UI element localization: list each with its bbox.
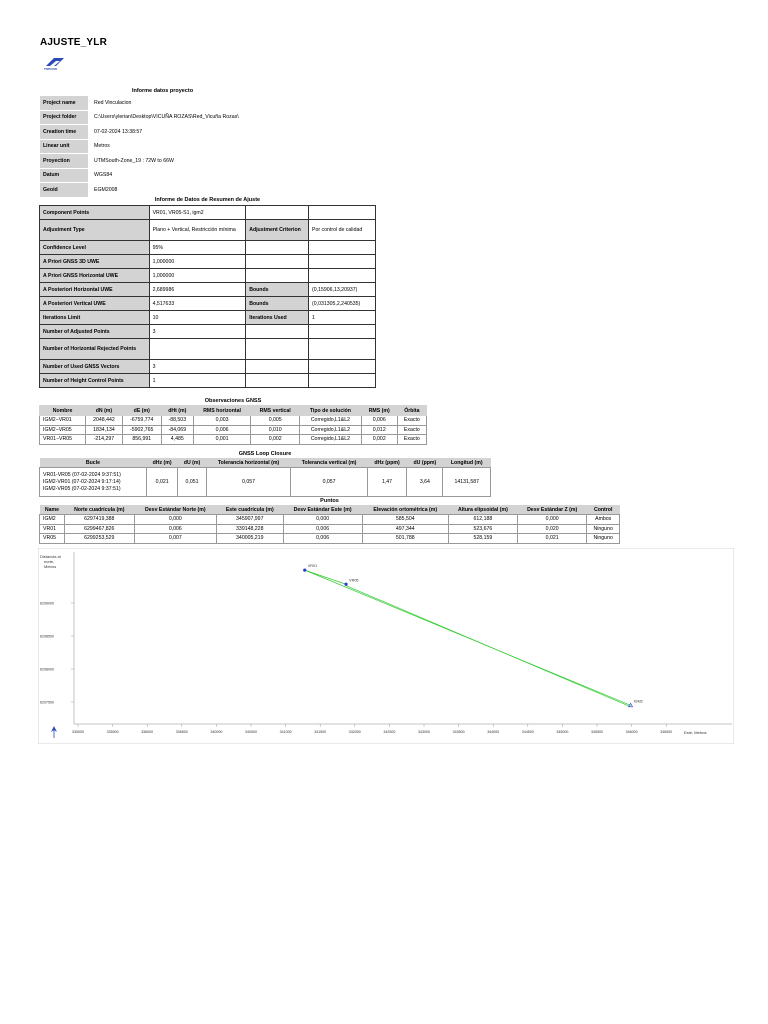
summary-row — [40, 360, 376, 374]
table-cell: 0,057 — [291, 468, 367, 497]
column-header: Desv Estándar Este (m) — [283, 505, 362, 515]
summary-row — [40, 297, 376, 311]
table-row — [40, 524, 620, 534]
table-cell: 0,002 — [361, 435, 397, 445]
table-cell: 0,021 — [146, 468, 178, 497]
table-cell: 14131,587 — [443, 468, 491, 497]
project-label: Creation time — [40, 125, 88, 140]
table-cell: 4,485 — [161, 435, 193, 445]
table-cell: 0,006 — [283, 534, 362, 544]
x-tick-label: 341000 — [279, 730, 292, 734]
table-cell: 0,020 — [517, 524, 586, 534]
label: Bounds — [246, 283, 309, 297]
project-info-table — [40, 96, 270, 198]
table-cell: 0,006 — [283, 524, 362, 534]
y-axis-label: Distancia al norte, Metros — [40, 554, 61, 569]
label: Number of Height Control Points — [40, 374, 150, 388]
x-tick-label: 336000 — [141, 730, 154, 734]
table-cell: 0,000 — [283, 515, 362, 525]
table-row — [40, 425, 427, 435]
bucle-line: IGM2-VR05 (07-02-2024 9:37:51) — [43, 485, 121, 492]
table-cell: 0,012 — [361, 425, 397, 435]
project-value: WGS84 — [94, 172, 113, 179]
column-header: dU (m) — [178, 458, 206, 468]
table-cell: 0,021 — [517, 534, 586, 544]
table-cell: 0,002 — [251, 435, 300, 445]
table-cell: VR01−VR05 — [40, 435, 86, 445]
project-label: Geoid — [40, 183, 88, 198]
column-header: dU (ppm) — [407, 458, 443, 468]
table-row — [40, 534, 620, 544]
summary-table — [39, 205, 376, 388]
table-cell: -84,069 — [161, 425, 193, 435]
project-label: Project folder — [40, 110, 88, 125]
table-cell: 0,057 — [206, 468, 291, 497]
table-cell: 612,188 — [448, 515, 517, 525]
value: Por control de calidad — [309, 220, 376, 241]
point-label-VR05: VR05 — [349, 578, 359, 583]
bucle-line: VR01-VR05 (07-02-2024 9:37:51) — [43, 471, 121, 478]
label: Number of Horizontal Rejected Points — [40, 339, 150, 360]
project-value: 07-02-2024 13:38:57 — [94, 128, 143, 135]
table-cell: 345907,997 — [216, 515, 283, 525]
network-plot — [38, 548, 734, 744]
table-cell: 0,006 — [193, 425, 250, 435]
table-cell: 6299253,529 — [64, 534, 134, 544]
table-cell: 339148,228 — [216, 524, 283, 534]
project-row — [40, 183, 270, 198]
x-tick-label: 345500 — [591, 730, 603, 734]
table-cell: IGM2 — [40, 515, 65, 525]
column-header: dHt (m) — [161, 406, 193, 416]
value: 4,517633 — [149, 297, 246, 311]
plot-frame — [38, 548, 734, 744]
label: Adjustment Criterion — [246, 220, 309, 241]
table-cell: Exacto — [397, 416, 426, 426]
x-tick-label: 342000 — [348, 730, 361, 734]
project-row — [40, 110, 270, 125]
label: Confidence Level — [40, 241, 150, 255]
value: 10 — [149, 311, 246, 325]
label: Component Points — [40, 206, 150, 220]
project-value: C:\Users\ylerian\Desktop\VICUÑA ROZAS\Red_Vicuña Rozas\ — [94, 114, 239, 121]
label: Iterations Used — [246, 311, 309, 325]
value: Plano + Vertical, Restricción mínima — [149, 220, 246, 241]
x-tick-label: 346500 — [660, 730, 673, 734]
label: A Priori GNSS 3D UWE — [40, 255, 150, 269]
observations-section-title: Observaciones GNSS — [204, 398, 262, 404]
project-value: Red Vinculacion — [94, 100, 132, 106]
value — [149, 339, 246, 360]
table-row — [40, 435, 427, 445]
value: 1,000000 — [149, 269, 246, 283]
table-cell: 497,344 — [362, 524, 448, 534]
table-cell: 0,007 — [134, 534, 216, 544]
value: 1 — [149, 374, 246, 388]
summary-row — [40, 220, 376, 241]
table-cell: Corregido,L1&L2 — [300, 425, 362, 435]
x-tick-label: 335500 — [106, 730, 119, 734]
table-cell: Ambos — [587, 515, 620, 525]
x-tick-label: 343500 — [452, 730, 465, 734]
project-row — [40, 96, 270, 110]
project-label: Datum — [40, 168, 88, 183]
summary-row — [40, 374, 376, 388]
bucle-line: IGM2-VR01 (07-02-2024 9:17:14) — [43, 478, 121, 485]
x-tick-label: 335000 — [72, 730, 84, 734]
table-cell: IGM2−VR01 — [40, 416, 86, 426]
table-cell: IGM2−VR05 — [40, 425, 86, 435]
column-header: Bucle — [40, 458, 147, 468]
column-header: dE (m) — [122, 406, 161, 416]
value: 3 — [149, 325, 246, 339]
column-header: RMS vertical — [251, 406, 300, 416]
observations-table — [39, 405, 427, 445]
summary-row — [40, 283, 376, 297]
column-header: Nombre — [40, 406, 86, 416]
column-header: Este cuadrícula (m) — [216, 505, 283, 515]
x-tick-label: 343000 — [418, 730, 430, 734]
table-cell: 0,006 — [134, 524, 216, 534]
x-tick-label: 340000 — [210, 730, 223, 734]
label: Iterations Limit — [40, 311, 150, 325]
table-row — [40, 416, 427, 426]
value: 1,000000 — [149, 255, 246, 269]
summary-section-title: Informe de Datos de Resumen de Ajuste — [154, 197, 261, 203]
column-header: Name — [40, 505, 65, 515]
table-cell: 6299467,826 — [64, 524, 134, 534]
table-cell: 856,991 — [122, 435, 161, 445]
table-cell: Ninguno — [587, 524, 620, 534]
y-tick-label: 6297500 — [40, 700, 54, 705]
label: Bounds — [246, 297, 309, 311]
table-cell: Exacto — [397, 425, 426, 435]
project-row — [40, 154, 270, 169]
summary-row — [40, 241, 376, 255]
column-header: Tolerancia vertical (m) — [291, 458, 367, 468]
column-header: Tolerancia horizontal (m) — [206, 458, 291, 468]
value: 1 — [309, 311, 376, 325]
column-header: Longitud (m) — [443, 458, 491, 468]
point-marker-VR01 — [303, 569, 306, 572]
table-cell: Corregido,L1&L2 — [300, 435, 362, 445]
table-cell: 2048,442 — [86, 416, 123, 426]
table-cell: 1834,134 — [86, 425, 123, 435]
label: A Priori GNSS Horizontal UWE — [40, 269, 150, 283]
y-tick-label: 6298000 — [40, 667, 54, 672]
project-label: Linear unit — [40, 139, 88, 154]
table-cell: 501,788 — [362, 534, 448, 544]
table-cell: 0,000 — [517, 515, 586, 525]
summary-row — [40, 339, 376, 360]
project-label: Project name — [40, 96, 88, 110]
table-cell: 1,47 — [367, 468, 406, 497]
x-tick-label: 340500 — [245, 730, 257, 734]
x-tick-label: 344000 — [487, 730, 500, 734]
table-cell: -88,503 — [161, 416, 193, 426]
summary-row — [40, 255, 376, 269]
label: A Posteriori Horizontal UWE — [40, 283, 150, 297]
column-header: Altura elipsoidal (m) — [448, 505, 517, 515]
table-cell: 528,159 — [448, 534, 517, 544]
x-axis-label: Este, Metros — [684, 730, 707, 735]
table-cell: 0,005 — [251, 416, 300, 426]
x-tick-label: 341500 — [314, 730, 327, 734]
column-header: Desv Estándar Z (m) — [517, 505, 586, 515]
project-value: Metros — [94, 143, 110, 150]
project-value: EGM2008 — [94, 186, 118, 193]
x-tick-label: 346000 — [625, 730, 638, 734]
x-tick-label: 344500 — [521, 730, 534, 734]
points-table — [39, 505, 620, 544]
label: Number of Adjusted Points — [40, 325, 150, 339]
summary-row — [40, 206, 376, 220]
table-cell: 0,051 — [178, 468, 206, 497]
y-tick-label: 6299000 — [40, 601, 54, 606]
value: VR01, VR05-S1, igm2 — [149, 206, 246, 220]
logo-text: TOPCON — [44, 67, 57, 71]
label: Number of Used GNSS Vectors — [40, 360, 150, 374]
document-title: AJUSTE_YLR — [40, 37, 108, 48]
table-cell: -6759,774 — [122, 416, 161, 426]
table-cell: VR01 — [40, 524, 65, 534]
x-tick-label: 342500 — [383, 730, 396, 734]
table-row — [40, 515, 620, 525]
table-cell: Ninguno — [587, 534, 620, 544]
loop-bucle-cell — [40, 468, 147, 497]
points-section-title: Puntos — [320, 498, 339, 504]
table-cell: 3,64 — [407, 468, 443, 497]
value: 3 — [149, 360, 246, 374]
project-value: UTMSouth-Zone_19 : 72W to 66W — [94, 157, 174, 164]
table-cell: 0,000 — [134, 515, 216, 525]
table-cell: 0,006 — [361, 416, 397, 426]
project-label: Proyection — [40, 154, 88, 169]
column-header: Elevación ortométrica (m) — [362, 505, 448, 515]
table-cell: 0,001 — [193, 435, 250, 445]
column-header: Desv Estándar Norte (m) — [134, 505, 216, 515]
table-row — [40, 468, 491, 497]
label: Adjustment Type — [40, 220, 150, 241]
column-header: dHz (ppm) — [367, 458, 406, 468]
table-cell: 0,010 — [251, 425, 300, 435]
table-cell: 0,003 — [193, 416, 250, 426]
column-header: Norte cuadrícula (m) — [64, 505, 134, 515]
column-header: Tipo de solución — [300, 406, 362, 416]
value: (0,031305,2,240535) — [309, 297, 376, 311]
y-tick-label: 6298500 — [40, 634, 54, 639]
loop-closure-table — [39, 458, 491, 497]
point-label-VR01: VR01 — [307, 564, 318, 569]
project-row — [40, 125, 270, 140]
point-marker-VR05 — [344, 583, 347, 586]
column-header: RMS (m) — [361, 406, 397, 416]
project-row — [40, 168, 270, 183]
column-header: Órbita — [397, 406, 426, 416]
table-cell: Corregido,L1&L2 — [300, 416, 362, 426]
column-header: dN (m) — [86, 406, 123, 416]
table-cell: VR05 — [40, 534, 65, 544]
column-header: Control — [587, 505, 620, 515]
project-row — [40, 139, 270, 154]
summary-row — [40, 325, 376, 339]
table-cell: 6297419,388 — [64, 515, 134, 525]
x-tick-label: 336500 — [175, 730, 188, 734]
column-header: RMS horizontal — [193, 406, 250, 416]
x-tick-label: 345000 — [556, 730, 569, 734]
label: A Posteriori Vertical UWE — [40, 297, 150, 311]
table-cell: 340005,219 — [216, 534, 283, 544]
point-label-IGM2: IGM2 — [633, 699, 643, 704]
table-cell: -214,297 — [86, 435, 123, 445]
table-cell: -5902,765 — [122, 425, 161, 435]
loop-section-title: GNSS Loop Closure — [238, 451, 292, 457]
table-cell: 585,504 — [362, 515, 448, 525]
table-cell: Exacto — [397, 435, 426, 445]
column-header: dHz (m) — [146, 458, 178, 468]
value: 95% — [149, 241, 246, 255]
value: (0,15906,13,20937) — [309, 283, 376, 297]
table-cell: 523,676 — [448, 524, 517, 534]
value: 2,689986 — [149, 283, 246, 297]
project-section-title: Informe datos proyecto — [131, 88, 194, 94]
summary-row — [40, 269, 376, 283]
summary-row — [40, 311, 376, 325]
